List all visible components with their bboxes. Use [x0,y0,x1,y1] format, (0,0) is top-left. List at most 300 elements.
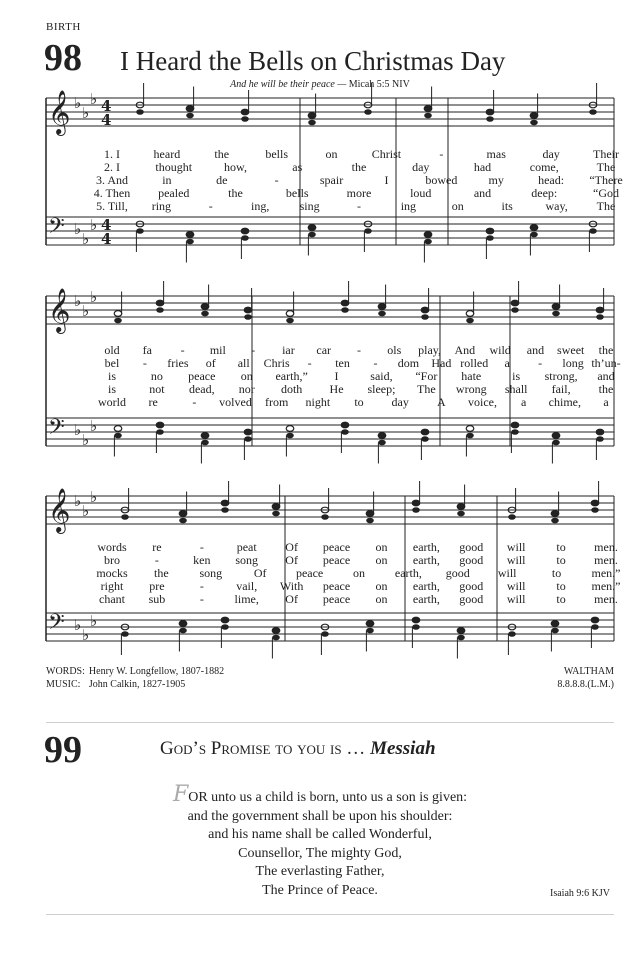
note-head [552,433,560,439]
note-head [244,436,252,442]
lyric-syllable: bel [104,356,120,370]
note-head [421,436,429,442]
reading-title-prefix: God’s Promise to you is … [160,738,371,759]
note-head [552,304,560,310]
lyric-syllable: as [292,160,303,174]
lyric-syllable: th’un- [591,356,621,370]
lyric-syllable: dom [397,356,420,370]
lyric-syllable: shall [504,382,528,396]
lyric-syllable: all [237,356,250,370]
lyric-syllable: The [596,160,616,174]
note-head [241,116,249,122]
note-head [341,307,349,313]
lyric-syllable: will [506,540,526,554]
lyric-syllable: play, [418,343,442,357]
flat-sign: ♭ [82,230,90,248]
lyric-syllable: “There [589,173,623,187]
note-head [466,318,474,324]
lyric-syllable: to [551,566,562,580]
note-head [551,518,559,524]
lyric-syllable: good [459,592,484,606]
reading-title-emphasis: Messiah [370,738,436,759]
lyric-syllable: sleep; [367,382,396,396]
lyric-syllable: is [107,369,117,383]
lyric-syllable: peat [236,540,257,554]
note-head [596,314,604,320]
lyric-syllable: song [199,566,223,580]
lyric-syllable: - [357,343,361,357]
lyric-syllable: men.” [591,579,621,593]
note-head [286,426,294,432]
lyric-syllable: peace [322,579,351,593]
credits [46,665,228,691]
lyric-syllable: and [597,369,615,383]
note-head [221,624,229,630]
note-head [486,116,494,122]
lyric-syllable: long [562,356,584,370]
note-head [424,239,432,245]
lyric-syllable: good [445,566,470,580]
lyric-syllable: A [436,395,446,409]
note-head [272,628,280,634]
note-head [121,514,129,520]
words-label: WORDS: [46,666,85,677]
scripture-reference: Isaiah 9:6 KJV [550,888,610,899]
lyric-syllable: 4. Then [93,186,131,200]
lyric-syllable: loud [410,186,432,200]
lyric-syllable: strong, [544,369,578,383]
lyric-syllable: men. [594,553,618,567]
note-head [424,106,432,112]
lyric-syllable: world [98,395,126,409]
bass-clef: 𝄢 [48,214,65,244]
lyric-syllable: - [199,592,204,606]
epigraph-text: And he will be their peace — [230,79,349,90]
note-head [530,120,538,126]
lyric-syllable: day [542,147,560,161]
lyric-syllable: earth, [412,579,440,593]
note-head [114,426,122,432]
lyric-syllable: “God [593,186,619,200]
note-head [366,621,374,627]
lyric-syllable: men. [594,540,618,554]
lyric-syllable: a [520,395,527,409]
lyric-syllable: - [251,343,256,357]
lyric-syllable: Their [593,147,619,161]
note-head [552,311,560,317]
lyric-syllable: - [208,199,213,213]
time-signature-bottom: 4 [101,111,112,129]
time-signature-bottom: 4 [101,230,112,248]
note-head [321,631,329,637]
lyric-syllable: thought [155,160,193,174]
lyric-syllable: wrong [455,382,487,396]
note-head [156,300,164,306]
lyric-syllable: ing, [251,199,270,213]
note-head [551,628,559,634]
lyric-syllable: head: [538,173,565,187]
lyric-syllable: - [142,356,147,370]
note-head [596,429,604,435]
treble-clef: 𝄞 [48,288,71,332]
lyric-syllable: nor [238,382,255,396]
lyric-syllable: vail, [236,579,258,593]
note-head [589,228,597,234]
note-head [114,318,122,324]
lyric-syllable: de [216,173,228,187]
lyric-syllable: words [97,540,127,554]
note-head [272,511,280,517]
meter: 8.8.8.8.(L.M.) [557,679,614,690]
note-head [412,624,420,630]
lyric-syllable: and [526,343,545,357]
lyric-syllable: peace [295,566,324,580]
note-head [552,440,560,446]
lyric-syllable: the [598,343,614,357]
note-head [364,228,372,234]
divider-bottom [46,914,614,915]
lyric-syllable: ten [335,356,350,370]
note-head [378,440,386,446]
hymn-title: I Heard the Bells on Christmas Day [120,46,506,76]
flat-sign: ♭ [90,90,98,108]
note-head [364,109,372,115]
note-head [308,232,316,238]
lyric-syllable: way, [545,199,568,213]
note-head [156,307,164,313]
lyric-syllable: - [192,395,197,409]
note-head [378,304,386,310]
lyric-syllable: bowed [425,173,458,187]
note-head [421,314,429,320]
lyric-syllable: ing [400,199,417,213]
scripture-passage [0,782,640,900]
flat-sign: ♭ [82,104,90,122]
note-head [511,307,519,313]
flat-sign: ♭ [90,488,98,506]
lyric-syllable: wild [489,343,511,357]
note-head [136,228,144,234]
note-head [591,507,599,513]
lyric-syllable: on [325,147,338,161]
lyric-syllable: old [104,343,120,357]
lyric-syllable: ken [193,553,211,567]
note-head [121,631,129,637]
note-head [424,232,432,238]
lyric-syllable: - [154,553,159,567]
note-head [466,433,474,439]
lyric-syllable: the [214,147,230,161]
lyric-syllable: said, [370,369,393,383]
lyric-syllable: my [488,173,504,187]
note-head [412,507,420,513]
lyric-syllable: lime, [234,592,259,606]
note-head [421,429,429,435]
note-head [366,511,374,517]
time-signature-top: 4 [101,216,112,234]
note-head [308,113,316,119]
note-head [457,511,465,517]
lyric-syllable: 1. I [104,147,120,161]
flat-sign: ♭ [74,421,82,439]
lyric-syllable: - [307,356,312,370]
lyric-syllable: “For [415,369,438,383]
lyric-syllable: to [556,553,566,567]
note-head [201,304,209,310]
epigraph-reference: Micah 5:5 NIV [348,79,410,90]
note-head [244,314,252,320]
lyric-syllable: mocks [96,566,128,580]
note-head [201,311,209,317]
lyric-syllable: chant [99,592,125,606]
lyric-syllable: in [162,173,172,187]
lyric-syllable: on [375,553,388,567]
lyric-syllable: Christ [371,147,402,161]
lyric-syllable: the [351,160,367,174]
note-head [412,500,420,506]
lyric-syllable: - [199,540,204,554]
note-head [366,628,374,634]
lyric-syllable: 5. Till, [96,199,128,213]
note-head [457,504,465,510]
lyric-syllable: car [316,343,332,357]
note-head [591,617,599,623]
note-head [221,507,229,513]
note-head [186,232,194,238]
note-head [466,426,474,432]
lyric-syllable: a [603,395,609,409]
lyric-syllable: He [329,382,344,396]
lyric-syllable: volved [219,395,252,409]
lyric-syllable: ols [387,343,402,357]
note-head [308,120,316,126]
lyric-syllable: rolled [460,356,489,370]
lyric-syllable: - [274,173,279,187]
note-head [466,311,474,317]
note-head [530,225,538,231]
flat-sign: ♭ [74,220,82,238]
scripture-line-1-text: OR unto us a child is born, unto us a son is given: [188,790,468,805]
scripture-line-4: Counsellor, The mighty God, [238,845,402,861]
note-head [201,440,209,446]
lyric-syllable: day [391,395,409,409]
lyric-syllable: fa [142,343,152,357]
lyric-syllable: re [148,395,158,409]
tune-info [557,665,614,691]
note-head [201,433,209,439]
note-head [286,311,294,317]
note-head [114,433,122,439]
lyric-syllable: With [279,579,304,593]
note-head [378,311,386,317]
note-head [486,235,494,241]
note-head [424,113,432,119]
scripture-line-6: The Prince of Peace. [262,882,378,898]
reading-number: 99 [44,729,82,771]
flat-sign: ♭ [90,288,98,306]
lyric-syllable: spair [319,173,344,187]
lyric-syllable: Of [253,566,267,580]
note-head [244,429,252,435]
lyric-syllable: earth, [394,566,422,580]
treble-clef: 𝄞 [48,90,71,134]
lyric-syllable: the [598,382,614,396]
lyric-syllable: bells [265,147,288,161]
note-head [341,429,349,435]
note-head [241,228,249,234]
note-head [186,113,194,119]
note-head [308,225,316,231]
note-head [508,631,516,637]
note-head [378,433,386,439]
lyric-syllable: peace [322,540,351,554]
bass-clef: 𝄢 [48,610,65,640]
lyric-syllable: The [596,199,616,213]
lyric-syllable: pealed [158,186,190,200]
lyric-syllable: heard [153,147,181,161]
flat-sign: ♭ [82,431,90,449]
lyric-syllable: to [556,579,566,593]
lyric-syllable: Of [285,540,298,554]
lyric-syllable: is [512,369,521,383]
lyric-syllable: from [264,395,289,409]
lyric-syllable: ring [151,199,172,213]
lyric-syllable: men. [594,592,618,606]
flat-sign: ♭ [90,216,98,234]
lyric-syllable: chime, [548,395,581,409]
note-head [221,617,229,623]
lyric-syllable: good [459,553,484,567]
lyric-syllable: Of [285,553,298,567]
lyric-syllable: song [235,553,259,567]
note-head [179,621,187,627]
note-head [412,617,420,623]
lyric-syllable: I [334,369,339,383]
treble-clef: 𝄞 [48,488,71,532]
note-head [508,514,516,520]
words-credit: Henry W. Longfellow, 1807-1882 [88,666,225,677]
lyric-syllable: dead, [188,382,215,396]
lyric-syllable: pre [149,579,165,593]
lyric-syllable: will [506,579,526,593]
note-head [179,518,187,524]
lyric-syllable: men.” [591,566,621,580]
flat-sign: ♭ [74,492,82,510]
scripture-line-5: The everlasting Father, [255,864,385,879]
note-head [551,511,559,517]
lyric-syllable: bells [285,186,309,200]
flat-sign: ♭ [82,502,90,520]
lyric-syllable: is [107,382,117,396]
note-head [486,109,494,115]
note-head [186,239,194,245]
lyric-syllable: deep: [531,186,558,200]
lyric-syllable: will [506,553,526,567]
lyric-syllable: - [199,579,204,593]
flat-sign: ♭ [74,292,82,310]
lyric-syllable: mas [486,147,506,161]
lyric-syllable: peace [188,369,216,383]
music-label: MUSIC: [46,679,81,690]
music-credit: John Calkin, 1827-1905 [88,679,186,690]
lyric-syllable: The [417,382,436,396]
note-head [591,624,599,630]
flat-sign: ♭ [82,626,90,644]
lyric-syllable: its [501,199,513,213]
lyric-syllable: on [353,566,365,580]
lyric-syllable: earth, [412,553,440,567]
note-head [241,235,249,241]
lyric-syllable: I [384,173,389,187]
lyric-syllable: peace [322,592,351,606]
lyric-syllable: - [439,147,444,161]
lyric-syllable: night [305,395,331,409]
lyric-syllable: to [556,540,566,554]
note-head [136,109,144,115]
lyric-syllable: to [354,395,364,409]
lyric-syllable: 3. And [95,173,129,187]
note-head [530,113,538,119]
lyric-syllable: on [375,540,388,554]
lyric-syllable: on [240,369,253,383]
lyric-syllable: and [473,186,492,200]
lyric-syllable: will [497,566,517,580]
lyric-syllable: re [152,540,162,554]
note-head [530,232,538,238]
lyric-syllable: fries [167,356,189,370]
note-head [511,429,519,435]
note-head [179,511,187,517]
lyric-syllable: earth, [412,540,440,554]
lyric-syllable: to [556,592,566,606]
lyric-syllable: good [459,579,484,593]
lyric-syllable: come, [529,160,559,174]
note-head [241,109,249,115]
note-head [272,504,280,510]
lyric-syllable: sweet [557,343,585,357]
lyric-syllable: on [375,592,388,606]
note-head [486,228,494,234]
lyric-syllable: - [538,356,543,370]
note-head [421,307,429,313]
note-head [366,518,374,524]
note-head [511,422,519,428]
note-head [591,500,599,506]
lyric-syllable: - [180,343,185,357]
lyric-syllable: will [506,592,526,606]
lyric-syllable: Of [285,592,298,606]
note-head [186,106,194,112]
lyric-syllable: sub [148,592,166,606]
lyric-syllable: 2. I [104,160,120,174]
lyric-syllable: doth [280,382,303,396]
lyric-syllable: Chris [263,356,290,370]
lyric-syllable: fail, [551,382,571,396]
note-head [156,422,164,428]
time-signature-top: 4 [101,97,112,115]
lyric-syllable: bro [104,553,120,567]
scripture-line-1 [0,782,640,808]
lyric-syllable: earth,” [275,369,308,383]
note-head [286,318,294,324]
lyric-syllable: sing [299,199,320,213]
note-head [511,300,519,306]
bass-clef: 𝄢 [48,415,65,445]
tune-name: WALTHAM [563,666,614,677]
lyric-syllable: of [205,356,216,370]
lyric-syllable: - [357,199,361,213]
lyric-syllable: the [154,566,169,580]
